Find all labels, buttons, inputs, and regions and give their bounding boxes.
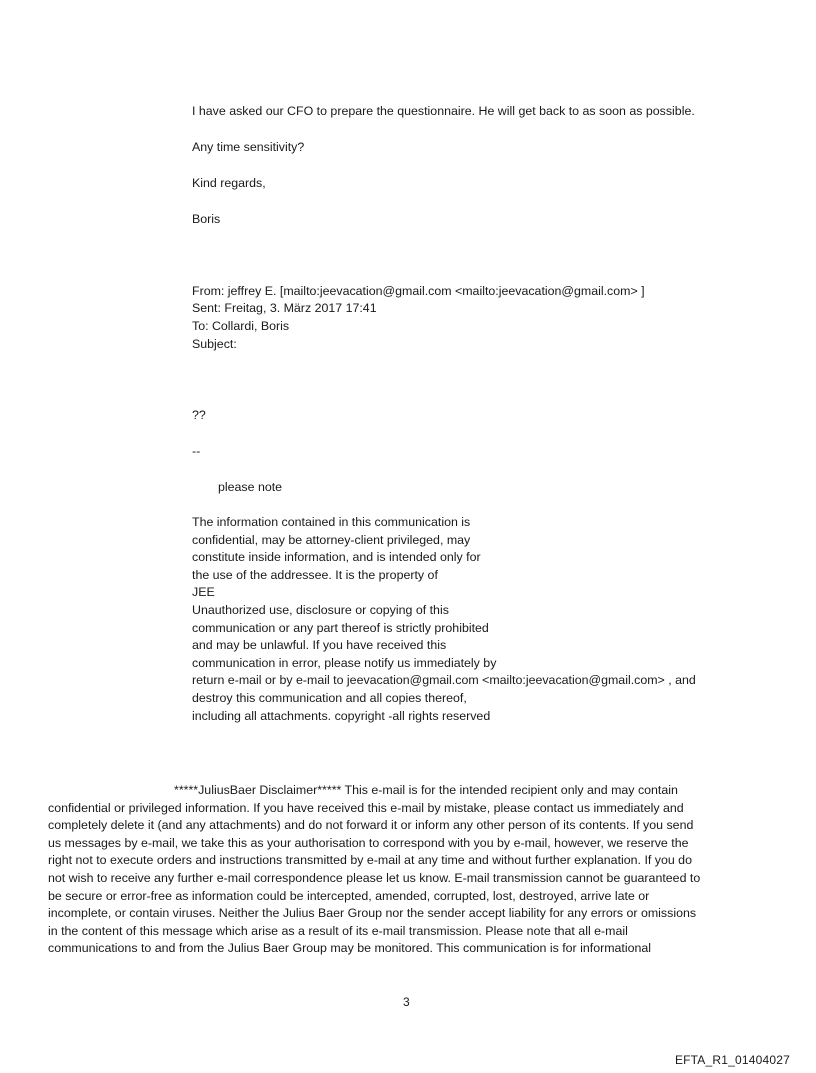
message-text: ??: [192, 408, 206, 422]
julius-baer-disclaimer: [48, 782, 774, 958]
bates-number: EFTA_R1_01404027: [674, 1053, 790, 1067]
email-sent: Sent: Freitag, 3. März 2017 17:41: [192, 301, 377, 315]
disclaimer-line: incomplete, or contain viruses. Neither the Julius Baer Group nor the sender accept liability for any errors or omissions: [48, 906, 697, 921]
notice-line: Unauthorized use, disclosure or copying of this: [192, 602, 449, 617]
notice-line: The information contained in this communication is: [192, 515, 471, 529]
email-from: From: jeffrey E. [mailto:jeevacation@gmail.com <mailto:jeevacation@gmail.com> ]: [192, 284, 645, 298]
notice-title: please note: [218, 480, 283, 494]
email-subject: Subject:: [192, 337, 237, 351]
confidentiality-notice: [192, 514, 696, 725]
notice-line: including all attachments. copyright -all rights reserved: [192, 708, 491, 723]
notice-line: the use of the addressee. It is the property of: [192, 567, 438, 582]
disclaimer-line: us messages by e-mail, we take this as your authorisation to correspond with you by e-mail, however, we reserve the: [48, 835, 689, 850]
body-line-1: I have asked our CFO to prepare the questionnaire. He will get back to as soon as possible.: [192, 104, 695, 118]
disclaimer-line: right not to execute orders and instructions transmitted by e-mail at any time and without further explanation. If you do: [48, 853, 692, 868]
body-line-3: Kind regards,: [192, 176, 266, 190]
disclaimer-line: communications to and from the Julius Baer Group may be monitored. This communication is for informational: [48, 941, 652, 956]
notice-line: confidential, may be attorney-client privileged, may: [192, 532, 471, 547]
notice-line: JEE: [192, 585, 215, 600]
disclaimer-line: completely delete it (and any attachments) and do not forward it or inform any other person of its contents. If you send: [48, 818, 694, 833]
disclaimer-line: confidential or privileged information. If you have received this e-mail by mistake, please contact us immediately and: [48, 800, 684, 815]
notice-line: and may be unlawful. If you have received this: [192, 638, 447, 653]
notice-line: destroy this communication and all copies thereof,: [192, 690, 467, 705]
disclaimer-line: not wish to receive any further e-mail correspondence please let us know. E-mail transmission cannot be guaranteed to: [48, 870, 701, 885]
notice-line: communication in error, please notify us immediately by: [192, 655, 497, 670]
notice-line: constitute inside information, and is intended only for: [192, 550, 481, 565]
email-to: To: Collardi, Boris: [192, 319, 290, 333]
message-separator: --: [192, 444, 201, 458]
disclaimer-line: be secure or error-free as information could be intercepted, amended, corrupted, lost, destroyed, arrive late or: [48, 888, 650, 903]
body-line-2: Any time sensitivity?: [192, 140, 305, 154]
signature-name: Boris: [192, 212, 221, 226]
disclaimer-line: in the content of this message which arise as a result of its e-mail transmission. Please note that all e-mail: [48, 923, 628, 938]
notice-line: communication or any part thereof is strictly prohibited: [192, 620, 489, 635]
disclaimer-line: *****JuliusBaer Disclaimer***** This e-mail is for the intended recipient only and may contain: [174, 783, 678, 797]
page-number: 3: [403, 995, 410, 1009]
notice-line: return e-mail or by e-mail to jeevacation@gmail.com <mailto:jeevacation@gmail.com> , and: [192, 673, 696, 688]
